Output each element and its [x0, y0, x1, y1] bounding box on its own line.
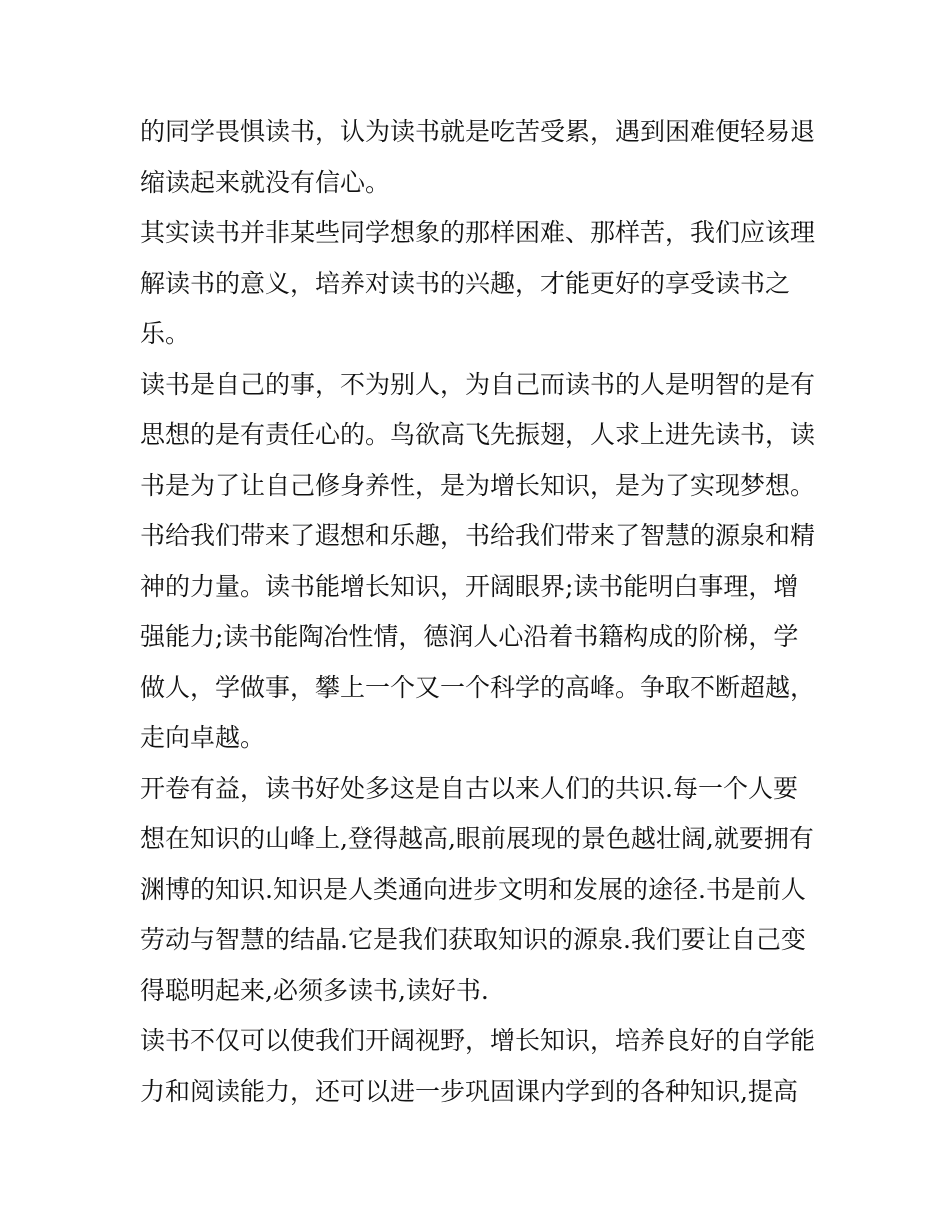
text-line: 书是为了让自己修身养性，是为增长知识，是为了实现梦想。 — [140, 470, 816, 500]
text-line: 劳动与智慧的结晶.它是我们获取知识的源泉.我们要让自己变 — [140, 925, 806, 954]
text-line: 走向卓越。 — [140, 723, 266, 752]
text-line: 强能力;读书能陶冶性情，德润人心沿着书籍构成的阶梯，学 — [140, 622, 799, 651]
text-line: 书给我们带来了遐想和乐趣，书给我们带来了智慧的源泉和精 — [140, 521, 816, 550]
text-line: 思想的是有责任心的。鸟欲高飞先振翅，人求上进先读书，读 — [140, 420, 816, 449]
text-line: 乐。 — [140, 319, 191, 348]
text-line: 的同学畏惧读书，认为读书就是吃苦受累，遇到困难便轻易退 — [140, 117, 816, 146]
text-line: 做人，学做事，攀上一个又一个科学的高峰。争取不断超越， — [140, 672, 816, 702]
document-body — [140, 107, 820, 1117]
text-line: 力和阅读能力，还可以进一步巩固课内学到的各种知识,提高 — [140, 1076, 798, 1106]
text-line: 读书不仅可以使我们开阔视野，增长知识，培养良好的自学能 — [140, 1026, 816, 1055]
text-line: 其实读书并非某些同学想象的那样困难、那样苦，我们应该理 — [140, 218, 816, 247]
text-line: 开卷有益，读书好处多这是自古以来人们的共识.每一个人要 — [140, 773, 798, 803]
text-line: 神的力量。读书能增长知识，开阔眼界;读书能明白事理，增 — [140, 571, 799, 601]
text-line: 想在知识的山峰上,登得越高,眼前展现的景色越壮阔,就要拥有 — [140, 824, 814, 853]
text-line: 得聪明起来,必须多读书,读好书. — [140, 975, 489, 1005]
text-line: 缩读起来就没有信心。 — [140, 167, 391, 197]
text-line: 解读书的意义，培养对读书的兴趣，才能更好的享受读书之 — [140, 268, 791, 298]
text-line: 读书是自己的事，不为别人，为自己而读书的人是明智的是有 — [140, 369, 816, 399]
text-line: 渊博的知识.知识是人类通向进步文明和发展的途径.书是前人 — [140, 874, 806, 904]
